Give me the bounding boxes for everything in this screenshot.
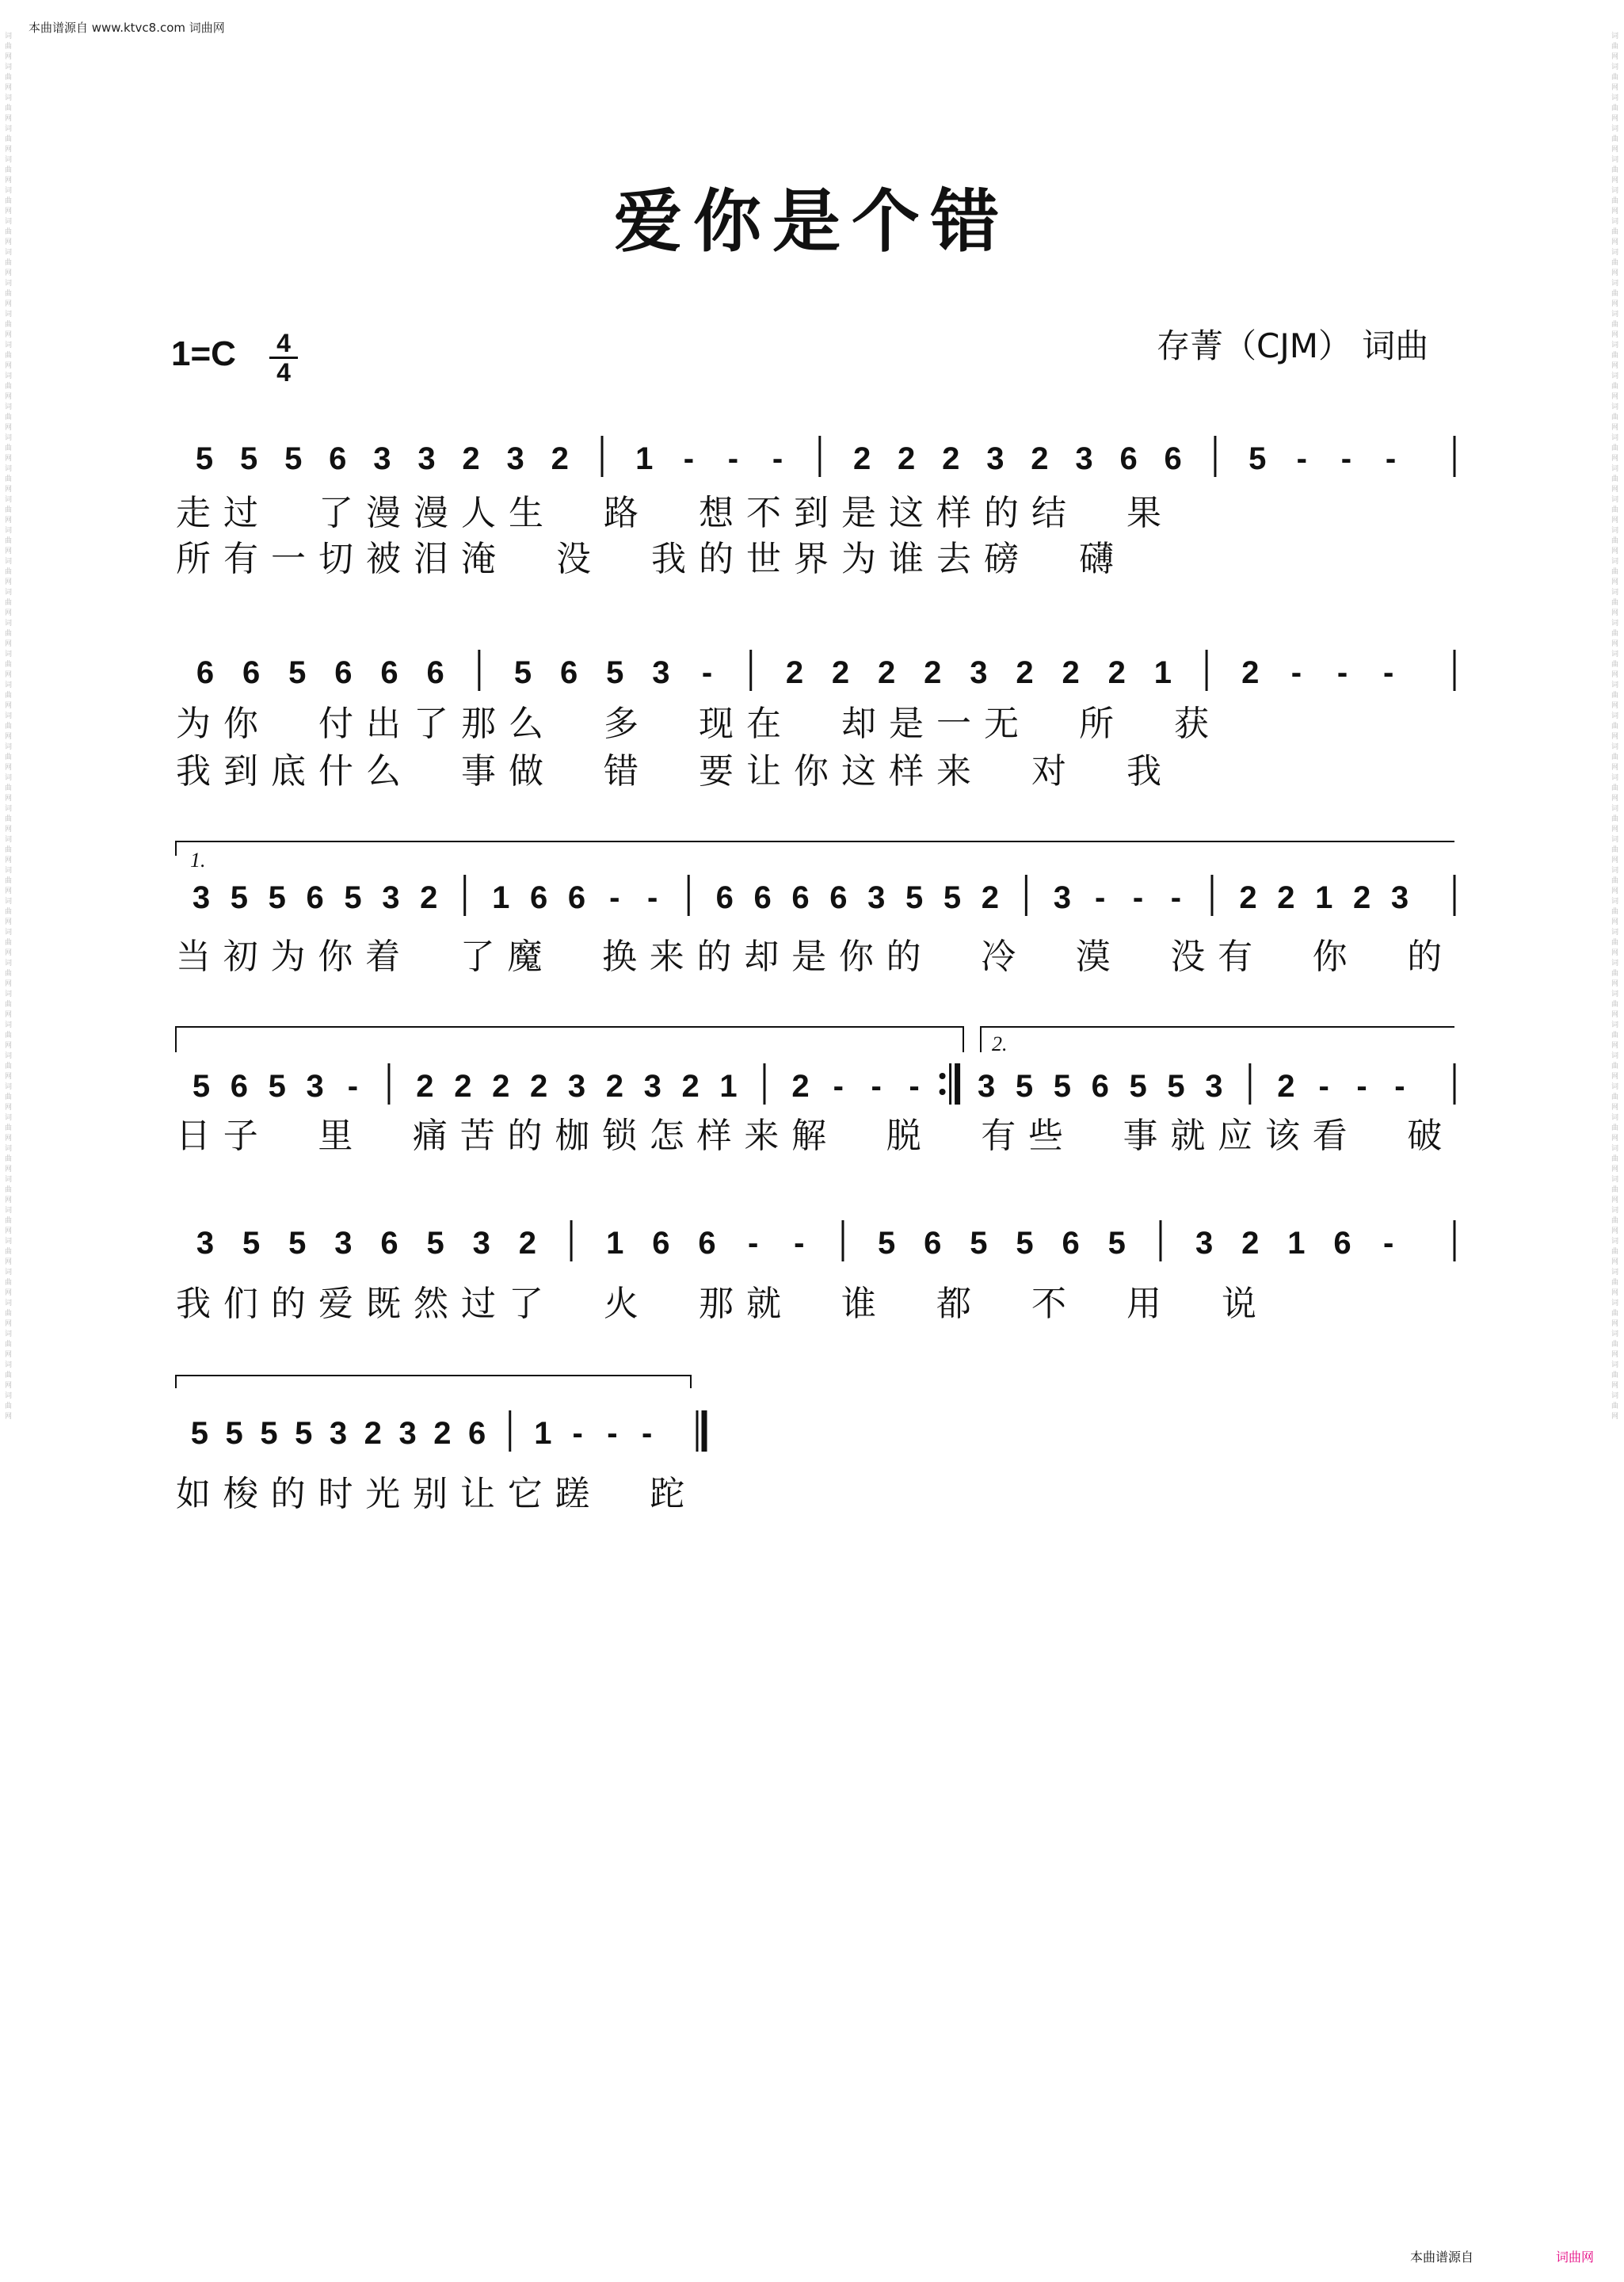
- note: 3: [1195, 1226, 1214, 1261]
- lyric-char: 看: [1312, 1116, 1348, 1156]
- lyric-char: 些: [1028, 1116, 1063, 1156]
- lyric-char: 是: [841, 493, 876, 533]
- lyric-char: 磅: [984, 539, 1019, 579]
- lyric-char: 既: [366, 1284, 401, 1324]
- lyric-char: 梭: [223, 1474, 258, 1514]
- lyric-char: 这: [841, 751, 876, 792]
- lyric-char: 一: [271, 539, 306, 579]
- lyric-char: 想: [699, 493, 734, 533]
- lyric-char: 我: [176, 1284, 211, 1324]
- repeat-dot: [940, 1089, 946, 1095]
- note: 6: [715, 880, 734, 915]
- note: -: [1382, 655, 1394, 690]
- note: 5: [1129, 1069, 1147, 1104]
- note: -: [1382, 1226, 1394, 1261]
- lyric-char: 你: [223, 704, 258, 744]
- lyric-char: 换: [602, 937, 637, 977]
- lyric-char: 事: [461, 751, 496, 792]
- lyric-char: 来: [936, 751, 971, 792]
- note: 6: [1119, 441, 1138, 476]
- lyric-char: 你: [1312, 937, 1348, 977]
- lyric-char: 付: [318, 704, 353, 744]
- lyric-char: 该: [1264, 1116, 1300, 1156]
- note: -: [727, 441, 739, 476]
- side-watermark-left: 词曲网词曲网词曲网词曲网词曲网词曲网词曲网词曲网词曲网词曲网词曲网词曲网词曲网词曲网词曲网词曲网词曲网词曲网词曲网词曲网词曲网词曲网词曲网词曲网词曲网词曲网词曲网词曲网词曲网词曲网词曲网词曲网词曲网词曲网词曲网词曲网词曲网词曲网词曲网词曲网词曲网词曲网词曲网词曲网词曲网: [5, 32, 13, 1421]
- lyric-char: 让: [746, 751, 781, 792]
- lyric-char: 漫: [366, 493, 401, 533]
- composer-credit: 存菁（CJM） 词曲: [1157, 326, 1429, 365]
- note: 5: [1015, 1069, 1034, 1104]
- footer-source: 本曲谱源自: [1410, 2250, 1474, 2265]
- note: 3: [306, 1069, 324, 1104]
- lyric-char: 有: [981, 1116, 1016, 1156]
- note: 2: [924, 655, 942, 690]
- note: 5: [260, 1416, 278, 1451]
- lyric-char: 了: [459, 937, 495, 977]
- note: 2: [981, 880, 999, 915]
- note: 5: [240, 441, 258, 476]
- lyric-char: 魔: [507, 937, 543, 977]
- note: 3: [334, 1226, 353, 1261]
- lyric-char: 它: [507, 1474, 543, 1514]
- lyric-char: 做: [509, 751, 543, 792]
- lyric-char: 枷: [555, 1116, 590, 1156]
- lyric-char: 怎: [649, 1116, 684, 1156]
- lyric-char: 里: [318, 1116, 353, 1156]
- note: 1: [1153, 655, 1172, 690]
- note: 2: [1277, 880, 1295, 915]
- lyric-char: 去: [936, 539, 971, 579]
- note: -: [347, 1069, 359, 1104]
- note: 5: [195, 441, 214, 476]
- lyric-char: 的: [886, 937, 921, 977]
- note: 2: [529, 1069, 548, 1104]
- note: -: [794, 1226, 805, 1261]
- lyric-char: 有: [1218, 937, 1253, 977]
- note: 3: [398, 1416, 417, 1451]
- note: 6: [329, 441, 347, 476]
- lyric-char: 漫: [414, 493, 448, 533]
- note: 6: [306, 880, 324, 915]
- lyric-char: 出: [366, 704, 401, 744]
- note: 2: [1352, 880, 1371, 915]
- lyric-char: 多: [604, 704, 639, 744]
- note: 6: [1062, 1226, 1080, 1261]
- lyric-char: 对: [1031, 751, 1066, 792]
- note: 3: [867, 880, 886, 915]
- lyric-char: 泪: [414, 539, 448, 579]
- note: -: [1170, 880, 1182, 915]
- note: -: [1296, 441, 1307, 476]
- lyric-char: 到: [223, 751, 258, 792]
- note: 5: [878, 1226, 896, 1261]
- lyric-char: 跎: [650, 1474, 685, 1514]
- note: 1: [1315, 880, 1333, 915]
- lyric-char: 过: [461, 1284, 496, 1324]
- note: 3: [1075, 441, 1093, 476]
- lyric-char: 脱: [886, 1116, 921, 1156]
- note: -: [1385, 441, 1397, 476]
- note: 6: [334, 655, 353, 690]
- lyric-char: 淹: [461, 539, 496, 579]
- note: 2: [416, 1069, 434, 1104]
- lyric-char: 为: [176, 704, 211, 744]
- note: -: [1336, 655, 1348, 690]
- note: -: [642, 1416, 653, 1451]
- time-signature-top: 4: [276, 329, 291, 357]
- lyric-char: 不: [1031, 1284, 1066, 1324]
- note: 3: [977, 1069, 996, 1104]
- side-watermark-right: 词曲网词曲网词曲网词曲网词曲网词曲网词曲网词曲网词曲网词曲网词曲网词曲网词曲网词曲网词曲网词曲网词曲网词曲网词曲网词曲网词曲网词曲网词曲网词曲网词曲网词曲网词曲网词曲网词曲网词曲网词曲网词曲网词曲网词曲网词曲网词曲网词曲网词曲网词曲网词曲网词曲网词曲网词曲网词曲网词曲网: [1611, 32, 1619, 1421]
- note: 5: [288, 655, 307, 690]
- lyric-char: 的: [507, 1116, 543, 1156]
- note: 5: [513, 655, 532, 690]
- lyric-char: 是: [889, 704, 924, 744]
- note: 5: [905, 880, 924, 915]
- lyric-char: 所: [1079, 704, 1114, 744]
- lyric-char: 事: [1123, 1116, 1158, 1156]
- note: 2: [1241, 655, 1260, 690]
- song-title: 爱你是个错: [614, 181, 1010, 261]
- time-signature-bottom: 4: [276, 358, 291, 387]
- lyric-char: 走: [176, 493, 211, 533]
- note: 1: [1287, 1226, 1306, 1261]
- note: 3: [192, 880, 211, 915]
- note: 2: [1016, 655, 1034, 690]
- note: 3: [643, 1069, 661, 1104]
- note: 2: [364, 1416, 382, 1451]
- note: 2: [420, 880, 438, 915]
- volta-bracket-1: [176, 841, 1454, 856]
- note: 5: [284, 441, 303, 476]
- lyric-char: 在: [746, 704, 781, 744]
- lyric-char: 爱: [318, 1284, 353, 1324]
- note: 5: [1053, 1069, 1071, 1104]
- note: 6: [567, 880, 586, 915]
- lyric-char: 没: [1170, 937, 1206, 977]
- note: 2: [551, 441, 569, 476]
- note: 5: [295, 1416, 313, 1451]
- lyric-char: 错: [604, 751, 639, 792]
- note: 6: [380, 655, 398, 690]
- lyric-char: 到: [794, 493, 829, 533]
- lyric-char: 用: [1127, 1284, 1161, 1324]
- lyric-char: 你: [838, 937, 874, 977]
- note: 5: [242, 1226, 261, 1261]
- note: 5: [344, 880, 362, 915]
- note: 2: [605, 1069, 623, 1104]
- note: 5: [606, 655, 624, 690]
- lyric-char: 解: [791, 1116, 827, 1156]
- note: 5: [192, 1069, 211, 1104]
- lyric-char: 过: [223, 493, 258, 533]
- lyric-char: 有: [223, 539, 258, 579]
- note: 6: [1333, 1226, 1351, 1261]
- lyric-char: 的: [696, 937, 732, 977]
- lyric-char: 当: [176, 937, 211, 977]
- lyric-char: 痛: [412, 1116, 448, 1156]
- lyric-char: 破: [1407, 1116, 1443, 1156]
- lyric-char: 获: [1174, 704, 1209, 744]
- lyric-char: 漠: [1075, 937, 1111, 977]
- lyric-char: 谁: [889, 539, 924, 579]
- lyric-char: 那: [461, 704, 496, 744]
- note: -: [1394, 1069, 1405, 1104]
- note: 5: [1107, 1226, 1126, 1261]
- note: 2: [518, 1226, 536, 1261]
- lyric-char: 没: [556, 539, 591, 579]
- note: 6: [242, 655, 261, 690]
- note: 6: [698, 1226, 716, 1261]
- note: 5: [970, 1226, 988, 1261]
- lyric-char: 一: [936, 704, 971, 744]
- note: 6: [1091, 1069, 1109, 1104]
- source-header: 本曲谱源自 www.ktvc8.com 词曲网: [29, 21, 225, 35]
- volta-bracket-1-end: [176, 1027, 963, 1052]
- lyric-char: 就: [746, 1284, 781, 1324]
- note: 5: [268, 880, 286, 915]
- lyric-char: 的: [1407, 937, 1443, 977]
- note: 2: [1241, 1226, 1260, 1261]
- note: 3: [373, 441, 391, 476]
- note: 2: [1107, 655, 1126, 690]
- lyric-char: 路: [604, 493, 639, 533]
- lyric-char: 然: [414, 1284, 448, 1324]
- note: -: [871, 1069, 882, 1104]
- note: -: [1318, 1069, 1329, 1104]
- lyric-char: 底: [271, 751, 306, 792]
- lyric-char: 无: [984, 704, 1019, 744]
- note: 1: [719, 1069, 738, 1104]
- note: 6: [753, 880, 772, 915]
- note: -: [609, 880, 620, 915]
- note: 6: [196, 655, 215, 690]
- note: 2: [852, 441, 871, 476]
- lyric-char: 来: [744, 1116, 780, 1156]
- lyric-char: 果: [1127, 493, 1161, 533]
- note: 2: [681, 1069, 700, 1104]
- note: 6: [1164, 441, 1182, 476]
- note: 3: [196, 1226, 215, 1261]
- note: 3: [329, 1416, 348, 1451]
- note: -: [1340, 441, 1352, 476]
- lyric-char: 样: [936, 493, 971, 533]
- note: 2: [785, 655, 804, 690]
- lyric-char: 就: [1170, 1116, 1206, 1156]
- note: 2: [492, 1069, 510, 1104]
- note: -: [1290, 655, 1302, 690]
- lyric-char: 着: [365, 937, 401, 977]
- note: 5: [288, 1226, 307, 1261]
- lyric-char: 是: [791, 937, 827, 977]
- note: 3: [1205, 1069, 1223, 1104]
- lyric-char: 却: [744, 937, 780, 977]
- note: 3: [382, 880, 400, 915]
- lyric-char: 冷: [981, 937, 1016, 977]
- note: 5: [190, 1416, 209, 1451]
- lyric-char: 你: [794, 751, 829, 792]
- lyric-char: 么: [366, 751, 401, 792]
- note: 5: [230, 880, 248, 915]
- lyric-char: 我: [176, 751, 211, 792]
- lyric-char: 的: [984, 493, 1019, 533]
- footer-site-logo: 词曲网: [1556, 2250, 1595, 2265]
- lyric-char: 什: [318, 751, 353, 792]
- note: 2: [791, 1069, 810, 1104]
- note: 5: [225, 1416, 243, 1451]
- lyric-char: 都: [936, 1284, 971, 1324]
- note: 2: [878, 655, 896, 690]
- lyric-char: 那: [699, 1284, 734, 1324]
- lyric-char: 苦: [459, 1116, 495, 1156]
- note: 2: [454, 1069, 472, 1104]
- note: -: [607, 1416, 618, 1451]
- lyric-char: 为: [270, 937, 306, 977]
- lyric-char: 初: [223, 937, 258, 977]
- note: -: [1356, 1069, 1367, 1104]
- repeat-dot: [940, 1073, 946, 1079]
- note: -: [909, 1069, 920, 1104]
- lyric-char: 让: [459, 1474, 495, 1514]
- lyric-char: 结: [1031, 493, 1066, 533]
- note: 3: [970, 655, 988, 690]
- note: -: [683, 441, 695, 476]
- lyric-char: 来: [649, 937, 684, 977]
- note: 6: [426, 655, 444, 690]
- lyric-char: 这: [889, 493, 924, 533]
- lyric-char: 么: [509, 704, 543, 744]
- note: 2: [433, 1416, 452, 1451]
- lyric-char: 所: [176, 539, 211, 579]
- note: 5: [943, 880, 962, 915]
- note: -: [833, 1069, 844, 1104]
- note: -: [572, 1416, 583, 1451]
- lyric-char: 火: [604, 1284, 639, 1324]
- note: -: [747, 1226, 759, 1261]
- note: 2: [1031, 441, 1049, 476]
- note: 3: [472, 1226, 490, 1261]
- note: 6: [924, 1226, 942, 1261]
- lyric-char: 的: [699, 539, 734, 579]
- note: 6: [652, 1226, 670, 1261]
- lyric-char: 界: [794, 539, 829, 579]
- lyric-char: 们: [223, 1284, 258, 1324]
- note: 2: [831, 655, 850, 690]
- note: 5: [1016, 1226, 1034, 1261]
- lyric-char: 却: [841, 704, 876, 744]
- lyric-char: 切: [318, 539, 353, 579]
- lyric-char: 我: [651, 539, 686, 579]
- note: 6: [380, 1226, 398, 1261]
- note: -: [701, 655, 713, 690]
- lyric-char: 应: [1218, 1116, 1253, 1156]
- note: 2: [898, 441, 916, 476]
- lyric-char: 为: [841, 539, 876, 579]
- note: 3: [1390, 880, 1409, 915]
- lyric-char: 样: [889, 751, 924, 792]
- note: -: [1132, 880, 1144, 915]
- note: 2: [1062, 655, 1080, 690]
- lyric-char: 日: [176, 1116, 211, 1156]
- lyric-char: 光: [365, 1474, 401, 1514]
- note: 6: [529, 880, 548, 915]
- lyric-char: 样: [696, 1116, 732, 1156]
- lyric-char: 礴: [1079, 539, 1114, 579]
- lyric-char: 锁: [602, 1116, 637, 1156]
- lyric-char: 子: [223, 1116, 258, 1156]
- volta-label-1: 1.: [190, 849, 206, 872]
- note: 2: [1277, 1069, 1295, 1104]
- note: 5: [426, 1226, 444, 1261]
- lyric-char: 时: [318, 1474, 353, 1514]
- volta-bracket-2: [981, 1027, 1454, 1052]
- note: 1: [534, 1416, 552, 1451]
- note: 5: [1248, 441, 1267, 476]
- note: 2: [942, 441, 960, 476]
- note: 2: [462, 441, 480, 476]
- note: 1: [606, 1226, 624, 1261]
- note: -: [1095, 880, 1106, 915]
- key-signature: 1=C: [171, 334, 236, 373]
- note: 2: [1239, 880, 1257, 915]
- note: 3: [417, 441, 436, 476]
- lyric-char: 我: [1127, 751, 1161, 792]
- lyric-char: 别: [413, 1474, 448, 1514]
- note: 6: [230, 1069, 248, 1104]
- lyric-char: 了: [509, 1284, 543, 1324]
- lyric-char: 的: [271, 1284, 306, 1324]
- note: 1: [492, 880, 510, 915]
- note: 3: [986, 441, 1005, 476]
- lyric-char: 的: [270, 1474, 306, 1514]
- note: 3: [652, 655, 670, 690]
- lyric-char: 蹉: [555, 1474, 590, 1514]
- coda-bracket: [176, 1376, 691, 1388]
- note: 5: [1167, 1069, 1185, 1104]
- lyric-char: 了: [318, 493, 353, 533]
- note: 3: [1053, 880, 1071, 915]
- lyric-char: 生: [509, 493, 543, 533]
- lyric-char: 要: [699, 751, 734, 792]
- lyric-char: 你: [318, 937, 353, 977]
- lyric-char: 谁: [841, 1284, 876, 1324]
- lyric-char: 如: [176, 1474, 211, 1514]
- note: 3: [567, 1069, 586, 1104]
- volta-label-2: 2.: [992, 1032, 1008, 1055]
- note: -: [772, 441, 783, 476]
- note: 6: [468, 1416, 486, 1451]
- note: -: [647, 880, 658, 915]
- lyric-char: 了: [414, 704, 448, 744]
- lyric-char: 人: [461, 493, 496, 533]
- lyric-char: 不: [746, 493, 781, 533]
- note: 5: [268, 1069, 286, 1104]
- lyric-char: 世: [746, 539, 781, 579]
- lyric-char: 现: [699, 704, 734, 744]
- lyric-char: 说: [1222, 1284, 1256, 1324]
- lyric-char: 被: [366, 539, 401, 579]
- note: 6: [791, 880, 810, 915]
- note: 1: [635, 441, 654, 476]
- note: 6: [829, 880, 848, 915]
- note: 6: [560, 655, 578, 690]
- note: 3: [506, 441, 524, 476]
